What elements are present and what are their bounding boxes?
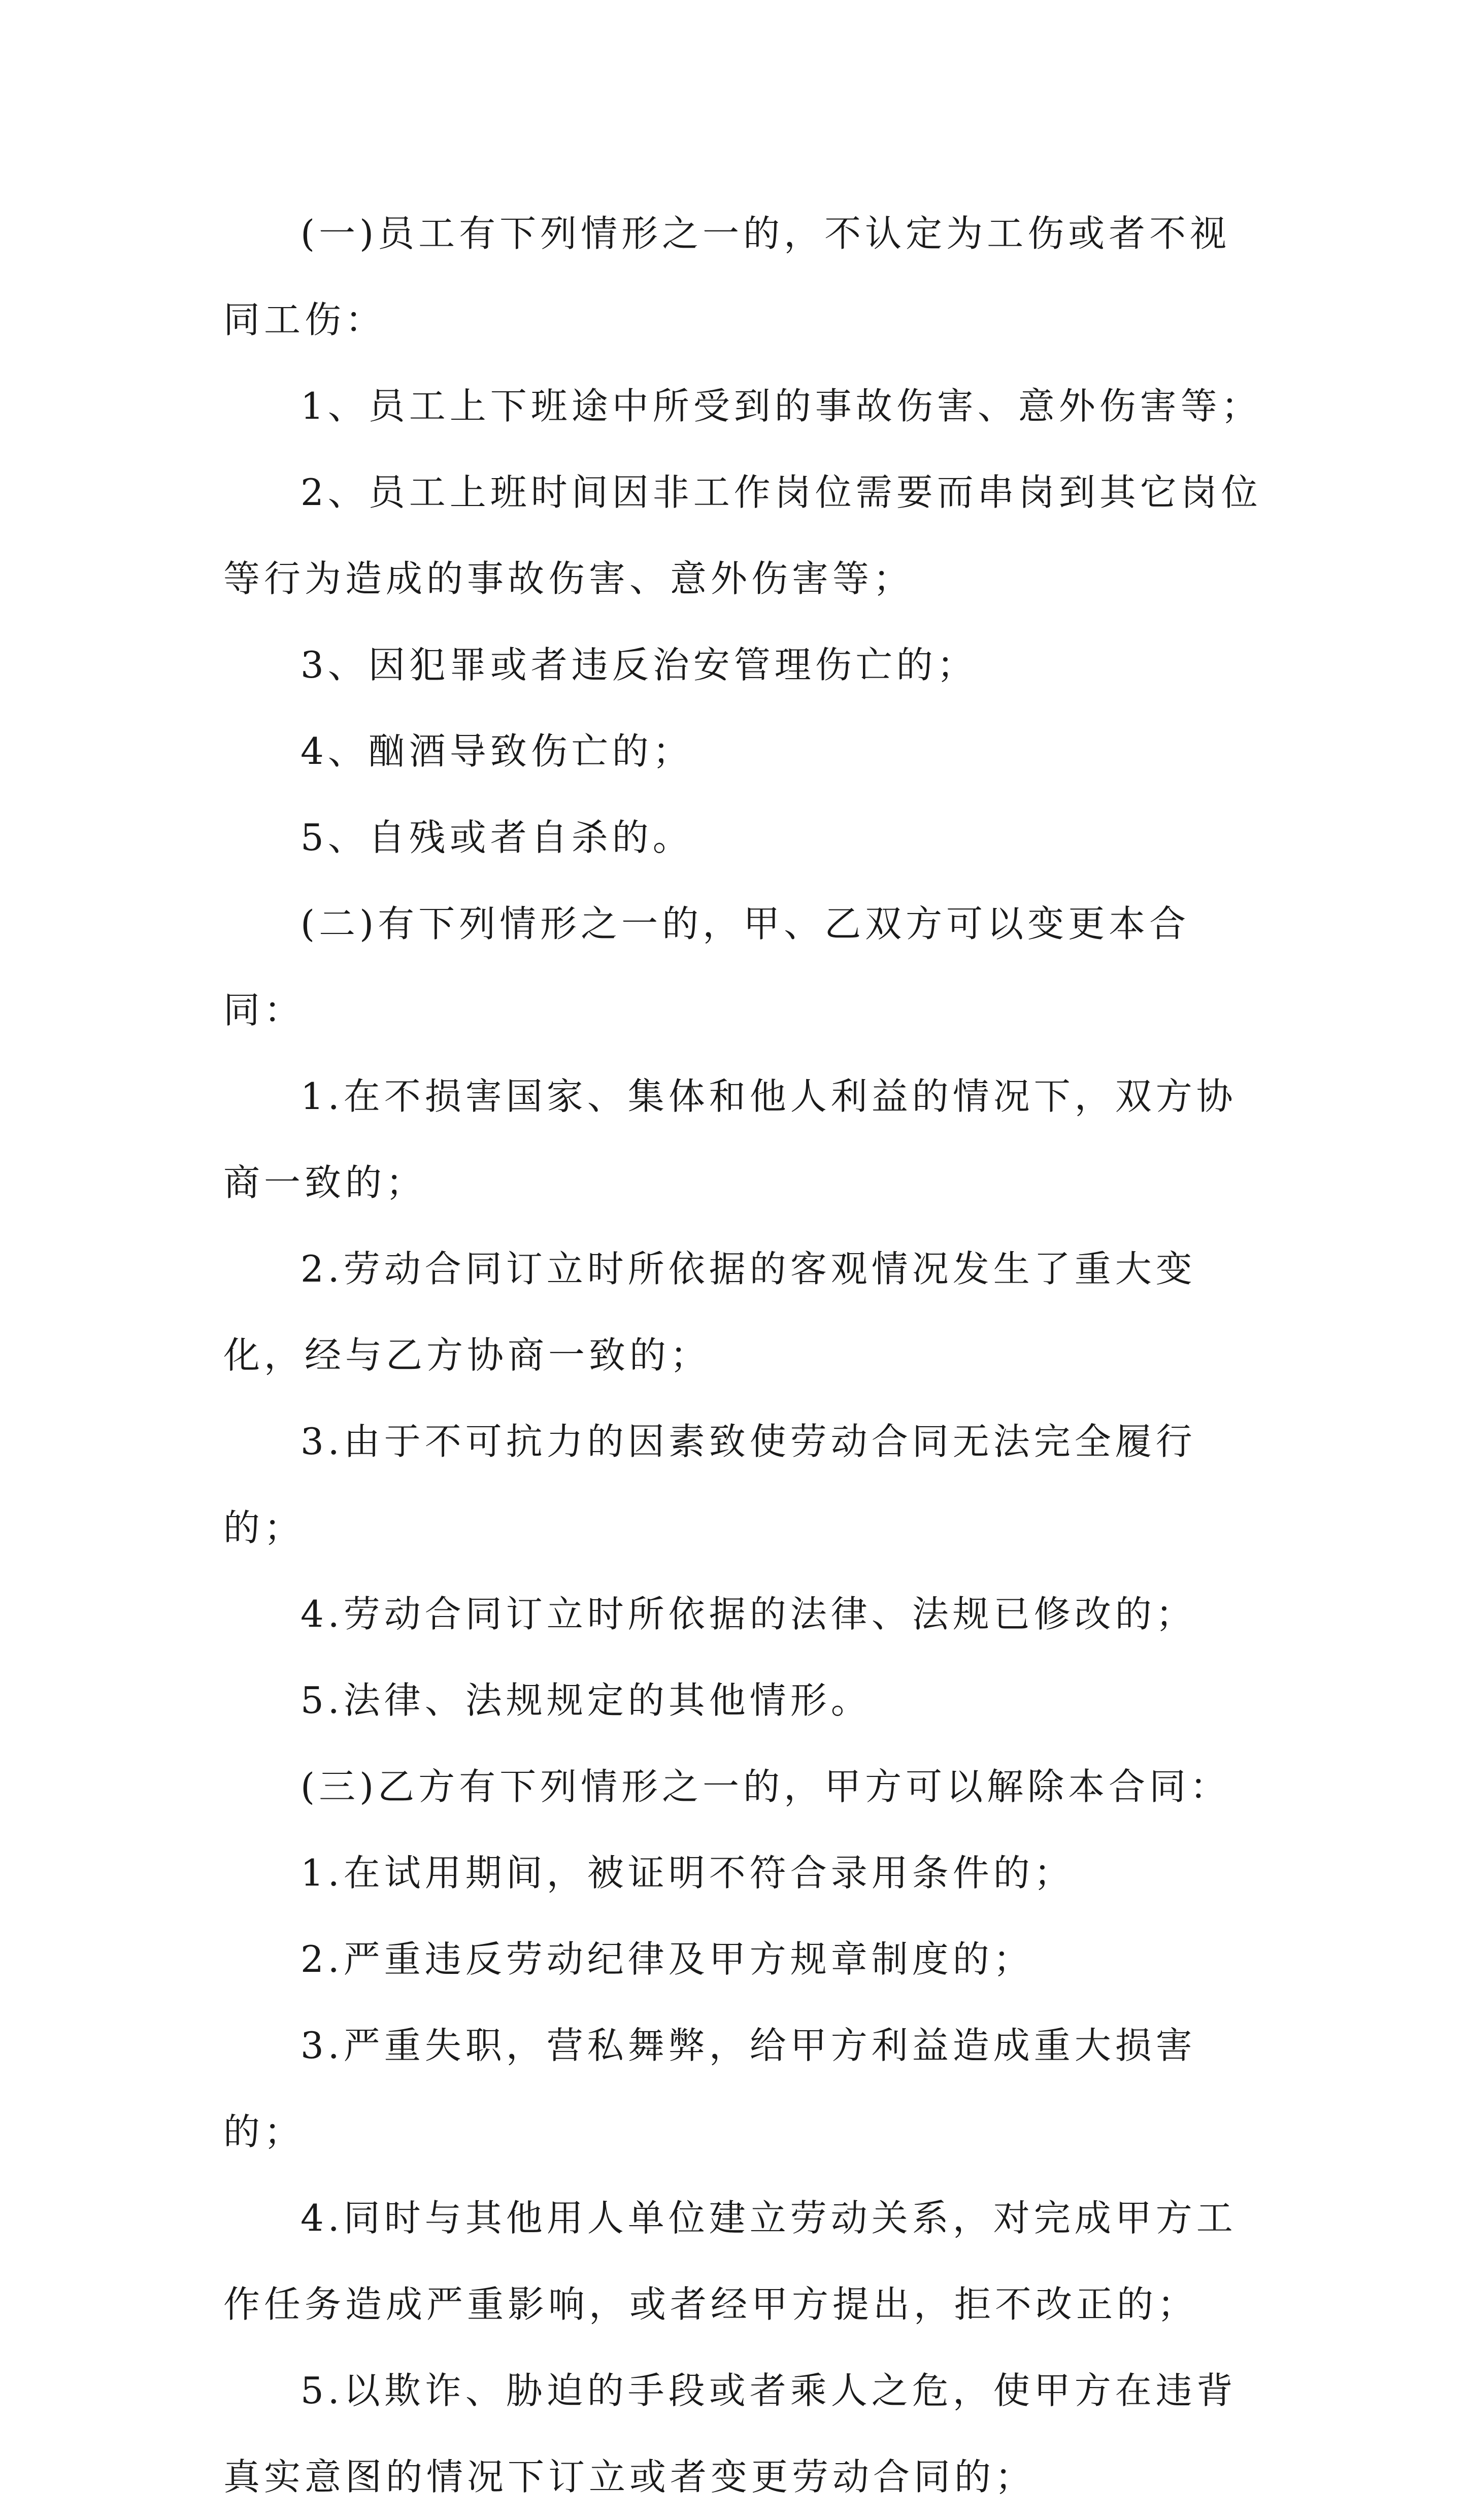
clause-item: 3、因犯罪或者违反治安管理伤亡的；	[301, 644, 978, 686]
clause-item: 5.以欺诈、胁迫的手段或者乘人之危，使甲方在违背真实意图的情况下订立或者变更劳动合同的；	[223, 2369, 1237, 2498]
clause-item: 4、酗酒导致伤亡的；	[301, 730, 693, 772]
clause-heading-2: (二)有下列情形之一的，甲、乙双方可以变更本合同：	[223, 902, 1190, 1031]
clause-item: 4.劳动合同订立时所依据的法律、法规已修改的；	[301, 1593, 1196, 1635]
clause-item: 1.在不损害国家、集体和他人利益的情况下，双方协商一致的；	[223, 1075, 1237, 1204]
clause-item: 4.同时与其他用人单位建立劳动关系，对完成甲方工作任务造成严重影响，或者经甲方提出，拒不改正的；	[223, 2197, 1237, 2326]
clause-item: 3.严重失职，营私舞弊，给甲方利益造成重大损害的；	[223, 2024, 1196, 2153]
clause-item: 2.严重违反劳动纪律及甲方规章制度的；	[301, 1938, 1034, 1980]
clause-heading-3: (三)乙方有下列情形之一的，甲方可以解除本合同：	[301, 1765, 1231, 1808]
clause-item: 5.法律、法规规定的其他情形。	[301, 1679, 872, 1722]
clause-item: 1、员工上下班途中所受到的事故伤害、意外伤害等；	[301, 385, 1262, 427]
clause-item: 3.由于不可抗力的因素致使劳动合同无法完全履行的；	[223, 1420, 1196, 1549]
clause-heading-1: (一)员工有下列情形之一的，不认定为工伤或者不视同工伤：	[223, 212, 1231, 341]
contract-text-body	[223, 190, 1264, 2520]
clause-item: 2、员工上班时间因非工作岗位需要而串岗到其它岗位等行为造成的事故伤害、意外伤害等；	[223, 471, 1262, 600]
clause-item: 1.在试用期间，被证明不符合录用条件的；	[301, 1852, 1075, 1894]
clause-item: 2.劳动合同订立时所依据的客观情况发生了重大变化，经与乙方协商一致的；	[223, 1248, 1196, 1376]
clause-item: 5、自残或者自杀的。	[301, 816, 693, 859]
